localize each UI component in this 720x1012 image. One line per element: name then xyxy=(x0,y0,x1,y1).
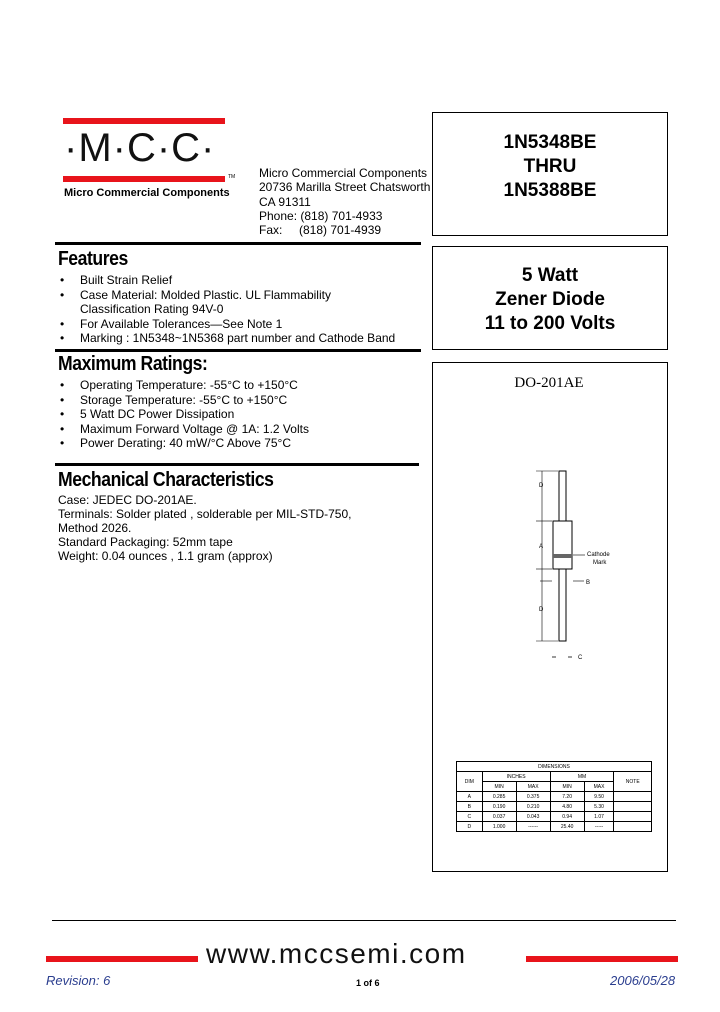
cathode-mark-label: Mark xyxy=(593,560,607,566)
list-item: • Operating Temperature: -55°C to +150°C xyxy=(60,378,298,392)
part-number-thru: THRU xyxy=(523,156,577,177)
mechanical-line: Weight: 0.04 ounces , 1.1 gram (approx) xyxy=(58,549,273,563)
part-number-box xyxy=(432,112,668,236)
list-item: • Built Strain Relief xyxy=(60,273,173,287)
diode-bottom-lead xyxy=(559,569,566,641)
list-item: • For Available Tolerances—See Note 1 xyxy=(60,316,283,331)
list-item: • Marking : 1N5348~1N5368 part number and Cathode Band xyxy=(60,331,396,345)
address-line: Micro Commercial Components xyxy=(259,166,428,180)
website-link[interactable]: www.mccsemi.com xyxy=(206,938,467,969)
dim-label-c: C xyxy=(578,655,583,661)
bullet-icon: • xyxy=(60,378,65,392)
diode-body xyxy=(553,521,572,569)
mechanical-line: Standard Packaging: 52mm tape xyxy=(58,535,233,549)
bullet-icon: • xyxy=(60,421,65,436)
table-row: A 0.285 0.375 7.20 9.50 xyxy=(457,792,652,802)
ratings-title: Maximum Ratings: xyxy=(58,353,208,375)
address-line: Fax: (818) 701-4939 xyxy=(259,223,382,238)
address-line: CA 91311 xyxy=(259,194,311,209)
dim-label-d-top: D xyxy=(539,483,544,489)
cathode-band xyxy=(553,554,572,558)
mechanical-line: Method 2026. xyxy=(58,521,132,535)
company-address xyxy=(259,166,430,237)
mm-header: MM xyxy=(550,772,614,782)
description-power: 5 Watt xyxy=(521,265,579,286)
revision-label: Revision: 6 xyxy=(46,973,111,988)
mm-max-header: MAX xyxy=(584,782,614,792)
mechanical-rule xyxy=(55,463,419,466)
dim-label-d-bottom: D xyxy=(539,607,544,613)
trademark-mark: TM xyxy=(228,174,236,180)
mechanical-text xyxy=(58,493,351,563)
footer-left-bar xyxy=(46,956,198,962)
bullet-icon: • xyxy=(60,407,65,421)
description-box xyxy=(432,246,668,350)
mcc-logo: ·M·C·C· xyxy=(64,126,216,170)
inches-header: INCHES xyxy=(482,772,550,782)
table-row: C 0.037 0.043 0.94 1.07 xyxy=(457,812,652,822)
part-number-start: 1N5348BE xyxy=(503,132,597,153)
ratings-rule xyxy=(55,349,421,352)
features-rule xyxy=(55,242,421,245)
description-voltage: 11 to 200 Volts xyxy=(484,313,616,334)
inches-min-header: MIN xyxy=(482,782,516,792)
bullet-icon: • xyxy=(60,436,65,450)
mm-min-header: MIN xyxy=(550,782,584,792)
note-header: NOTE xyxy=(614,772,652,792)
list-item: • Maximum Forward Voltage @ 1A: 1.2 Volts xyxy=(60,421,309,436)
dim-header: DIM xyxy=(457,772,483,792)
list-item: • Power Derating: 40 mW/°C Above 75°C xyxy=(60,436,292,450)
bullet-icon: • xyxy=(60,331,65,345)
diode-top-lead xyxy=(559,471,566,521)
description-type: Zener Diode xyxy=(495,289,605,310)
bullet-icon: • xyxy=(60,273,65,287)
features-list xyxy=(58,273,395,346)
bullet-icon: • xyxy=(60,287,65,302)
mechanical-line: Terminals: Solder plated , solderable per MIL-STD-750, xyxy=(58,507,352,521)
cathode-label: Cathode xyxy=(587,552,610,558)
dim-label-a: A xyxy=(539,544,544,550)
list-item: Classification Rating 94V-0 xyxy=(80,302,224,316)
package-name: DO-201AE xyxy=(514,375,584,391)
table-row: D 1.000 ------ 25.40 ----- xyxy=(457,822,652,832)
dimensions-title: DIMENSIONS xyxy=(457,762,652,772)
ratings-list xyxy=(58,378,309,451)
list-item: • 5 Watt DC Power Dissipation xyxy=(60,407,235,421)
logo-bottom-bar xyxy=(63,176,225,182)
bullet-icon: • xyxy=(60,316,65,331)
mechanical-line: Case: JEDEC DO-201AE. xyxy=(58,493,197,507)
table-row: B 0.190 0.210 4.80 5.30 xyxy=(457,802,652,812)
footer-right-bar xyxy=(526,956,678,962)
page-number: 1 of 6 xyxy=(356,978,380,988)
features-title: Features xyxy=(58,248,128,270)
dimensions-table xyxy=(456,761,652,832)
mechanical-title: Mechanical Characteristics xyxy=(58,469,274,491)
revision-date: 2006/05/28 xyxy=(610,973,676,988)
list-item: • Case Material: Molded Plastic. UL Flammability xyxy=(60,287,331,302)
logo-top-bar xyxy=(63,118,225,124)
address-line: 20736 Marilla Street Chatsworth xyxy=(259,180,431,195)
logo-tagline: Micro Commercial Components xyxy=(64,187,230,199)
address-line: Phone: (818) 701-4933 xyxy=(259,208,383,223)
part-number-end: 1N5388BE xyxy=(503,180,597,201)
footer-rule xyxy=(52,920,676,921)
dim-label-b: B xyxy=(586,580,591,586)
inches-max-header: MAX xyxy=(516,782,550,792)
bullet-icon: • xyxy=(60,392,65,407)
list-item: • Storage Temperature: -55°C to +150°C xyxy=(60,392,288,407)
diode-drawing xyxy=(432,395,666,670)
